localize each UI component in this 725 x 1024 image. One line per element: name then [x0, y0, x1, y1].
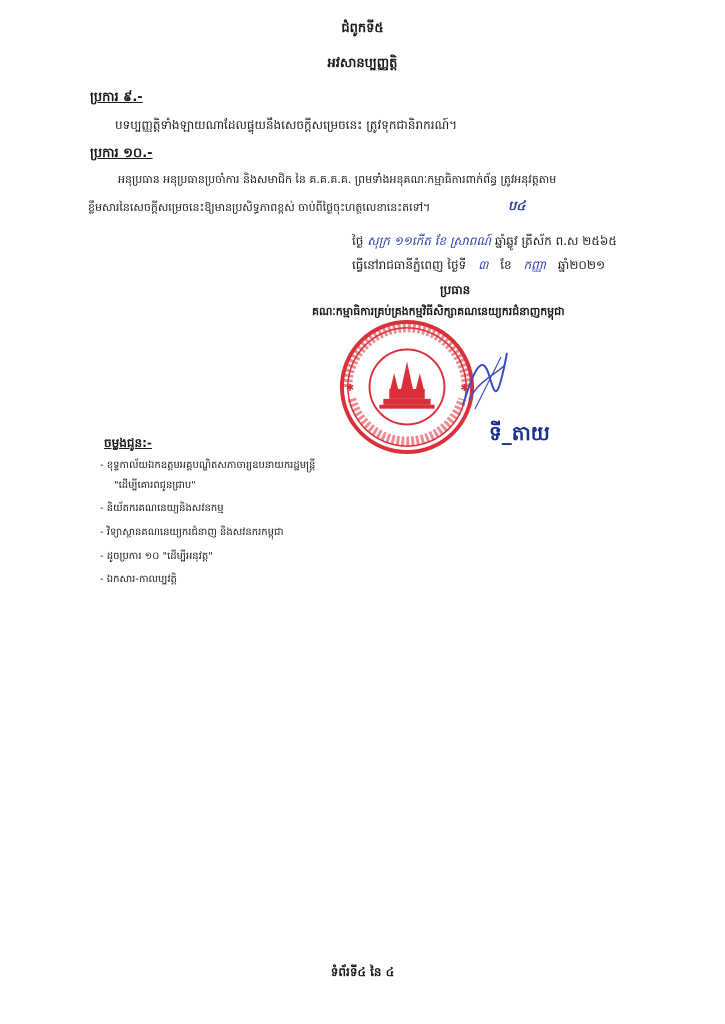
- solar-date-month: កញ្ញា: [523, 258, 547, 272]
- section-title: អវសានប្បញ្ញត្តិ: [327, 56, 398, 71]
- article-9-text: បទប្បញ្ញត្តិទាំងឡាយណាដែលផ្ទុយនឹងសេចក្តីសម្រេចនេះ ត្រូវទុកជានិរាករណ៍។: [115, 118, 458, 132]
- recipient-item: - ខុទ្ទកាល័យឯកឧត្តមអគ្គបណ្ឌិតសភាចារ្យឧបនាយករដ្ឋមន្ត្រី: [100, 460, 316, 471]
- solar-date-day: ៣: [478, 258, 489, 272]
- page-number: ទំព័រទី៤ នៃ ៤: [330, 965, 395, 979]
- signatory-name: ទី_តាយ: [489, 421, 550, 445]
- recipient-item: - ដូចប្រការ ១០ "ដើម្បីអនុវត្ត": [100, 551, 213, 562]
- svg-text:✱: ✱: [345, 382, 355, 394]
- recipients-heading: ចម្លងជូន:-: [104, 436, 152, 450]
- recipient-item: - ឯកសារ-កាលប្បវត្តិ: [100, 574, 177, 585]
- solar-date-line: [352, 257, 605, 275]
- solar-date-prefix: ធ្វើនៅរាជធានីភ្នំពេញ ថ្ងៃទី: [352, 258, 467, 272]
- article-10-line-1: អនុប្រធាន អនុប្រធានប្រចាំការ និងសមាជិក នៃ គ.គ.គ.គ. ព្រមទាំងអនុគណៈកម្មាធិការពាក់ព័ន្ធ ត្រូវអនុវត្តតាម: [118, 173, 557, 186]
- article-9-heading: ប្រការ ៩.-: [90, 90, 143, 105]
- chapter-heading: ជំពូកទី៥: [341, 21, 384, 36]
- signature-scrawl: [455, 345, 515, 415]
- article-10-line-2: ខ្លឹមសារនៃសេចក្តីសម្រេចនេះឱ្យមានប្រសិទ្ធភាពខ្ពស់ ចាប់ពីថ្ងៃចុះហត្ថលេខានេះតទៅ។: [88, 201, 431, 214]
- solar-date-year: ឆ្នាំ២០២១: [557, 258, 606, 272]
- svg-text:✱: ✱: [460, 382, 469, 394]
- lunar-date-line: [352, 233, 617, 251]
- recipient-item: - វិទ្យាស្ថានគណនេយ្យករជំនាញ និងសវនករកម្ពុជា: [100, 527, 284, 538]
- lunar-date-handwritten: សុក្រ ១១កើត ខែ ស្រាពណ៍: [367, 234, 492, 248]
- lunar-date-prefix: ថ្ងៃ: [352, 234, 364, 248]
- recipient-item: - និយ័តករគណនេយ្យនិងសវនកម្ម: [100, 503, 224, 514]
- article-10-heading: ប្រការ ១០.-: [90, 146, 153, 161]
- solar-date-month-label: ខែ: [500, 258, 512, 272]
- signatory-title: ប្រធាន: [440, 283, 471, 297]
- recipient-item: "ដើម្បីគោរពជូនជ្រាប": [114, 480, 196, 491]
- lunar-date-suffix: ឆ្នាំឆ្លូវ ត្រីស័ក ព.ស ២៥៦៥: [494, 234, 617, 248]
- signatory-organization: គណៈកម្មាធិការគ្រប់គ្រងកម្មវិធីសិក្សាគណនេយ្យករជំនាញកម្ពុជា: [312, 305, 565, 318]
- handwritten-mark: ប៤: [508, 199, 526, 214]
